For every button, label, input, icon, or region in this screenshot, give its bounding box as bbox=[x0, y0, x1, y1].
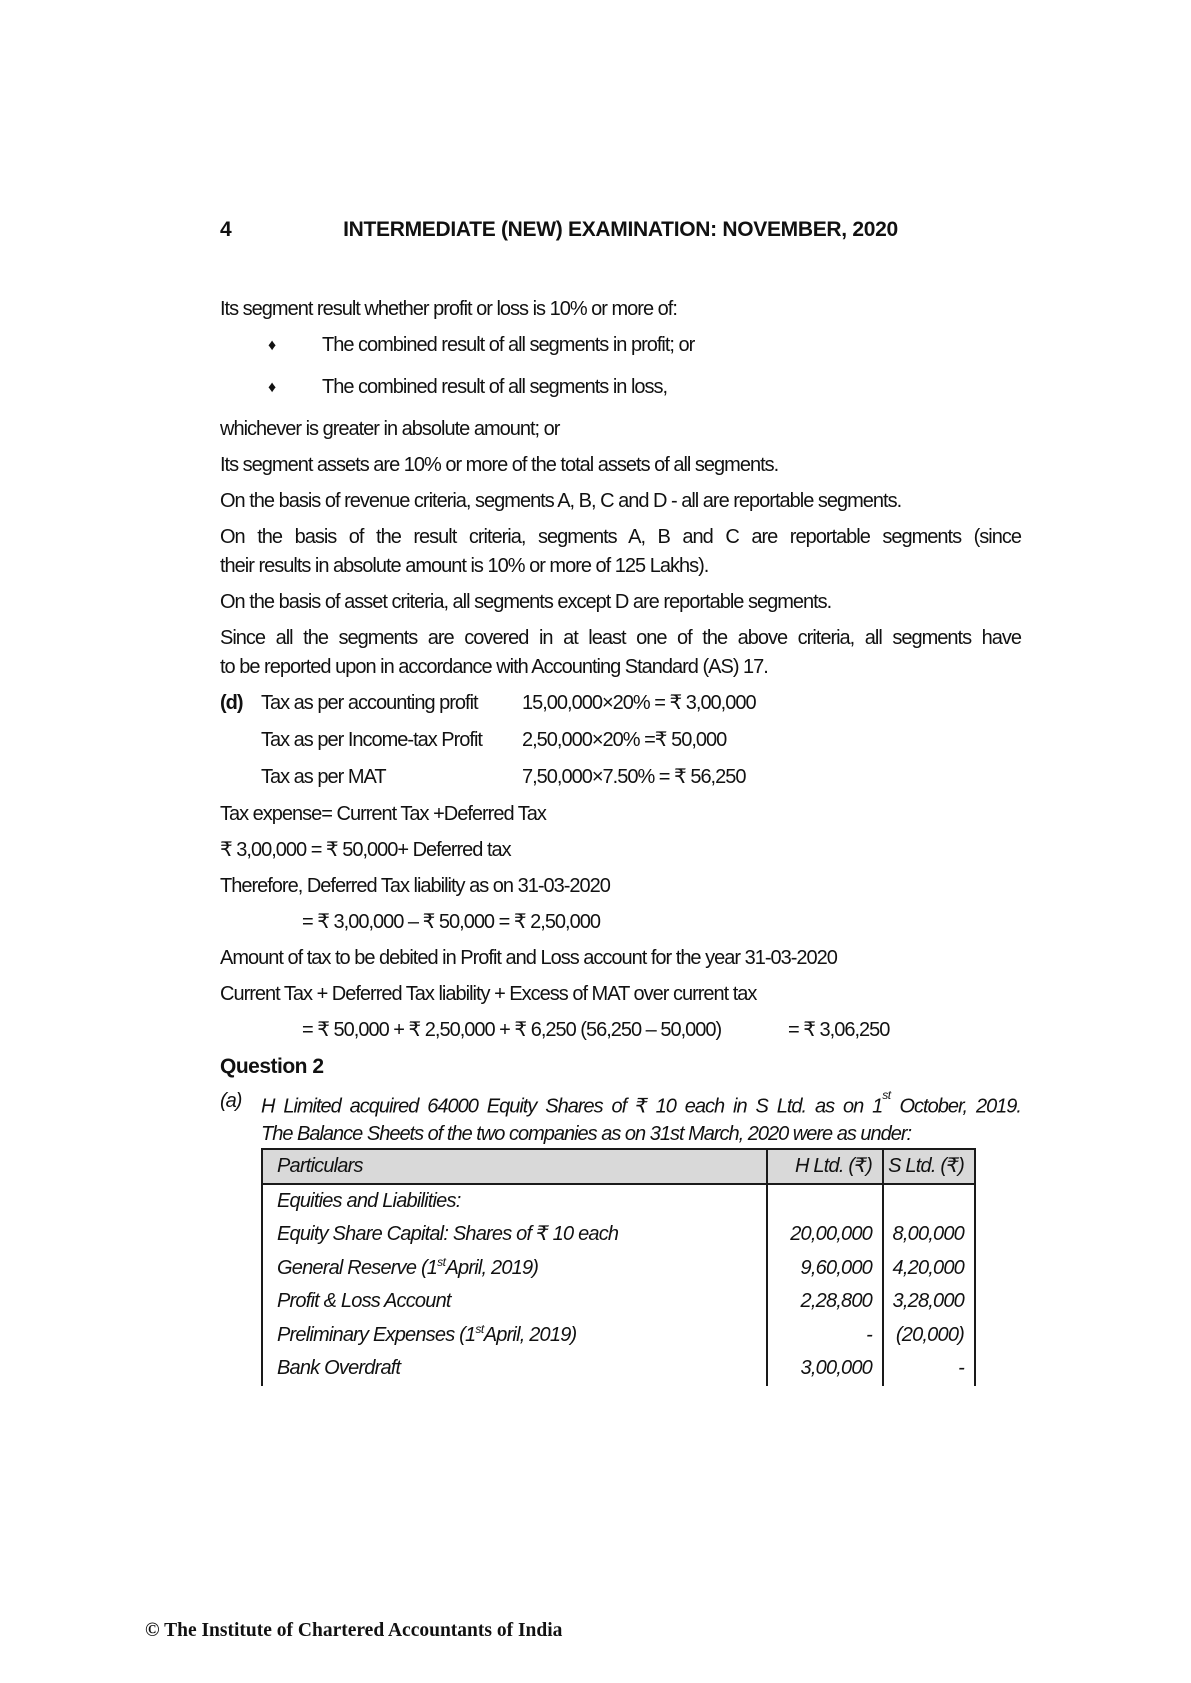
header-particulars: Particulars bbox=[263, 1150, 768, 1183]
revenue-criteria-paragraph: On the basis of revenue criteria, segments A, B, C and D - all are reportable segments. bbox=[220, 490, 902, 512]
therefore-line: Therefore, Deferred Tax liability as on 31-03-2020 bbox=[220, 875, 610, 897]
segment-assets-paragraph: Its segment assets are 10% or more of the total assets of all segments. bbox=[220, 454, 779, 476]
part-a-intro-line2: The Balance Sheets of the two companies as on 31st March, 2020 were as under: bbox=[261, 1122, 912, 1145]
footer-copyright: © The Institute of Chartered Accountants of India bbox=[145, 1620, 563, 1641]
header-s-ltd: S Ltd. (₹) bbox=[888, 1154, 964, 1177]
balance-sheet-table bbox=[261, 1148, 976, 1386]
page-number: 4 bbox=[220, 218, 232, 241]
question-2-title: Question 2 bbox=[220, 1055, 324, 1078]
conclusion-line1: Since all the segments are covered in at least one of the above criteria, all segments have bbox=[220, 627, 1021, 649]
table-row: Equity Share Capital: Shares of ₹ 10 each 20,00,000 8,00,000 bbox=[263, 1218, 974, 1252]
tax-row-label: Tax as per MAT bbox=[261, 766, 386, 788]
part-a-label: (a) bbox=[220, 1090, 242, 1112]
deferred-tax-equation: = ₹ 3,00,000 – ₹ 50,000 = ₹ 2,50,000 bbox=[302, 911, 600, 933]
table-row: General Reserve (1 $^{st}$ April, 2019) 9,60,000 4,20,000 bbox=[263, 1252, 974, 1286]
table-row: Profit & Loss Account 2,28,800 3,28,000 bbox=[263, 1285, 974, 1319]
conclusion-line2: to be reported upon in accordance with Accounting Standard (AS) 17. bbox=[220, 656, 768, 678]
tax-equation-line: ₹ 3,00,000 = ₹ 50,000+ Deferred tax bbox=[220, 839, 511, 861]
result-criteria-line2: their results in absolute amount is 10% or more of 125 Lakhs). bbox=[220, 555, 709, 577]
part-a-text bbox=[261, 1088, 1021, 1148]
diamond-bullet-icon: ♦ bbox=[268, 379, 276, 396]
bullet-text: The combined result of all segments in loss, bbox=[322, 376, 668, 398]
page-content bbox=[220, 295, 1021, 1386]
table-row: Bank Overdraft 3,00,000 - bbox=[263, 1352, 974, 1386]
asset-criteria-paragraph: On the basis of asset criteria, all segments except D are reportable segments. bbox=[220, 591, 832, 613]
header-h-ltd: H Ltd. (₹) bbox=[768, 1150, 884, 1183]
segment-intro-paragraph: Its segment result whether profit or loss is 10% or more of: bbox=[220, 298, 677, 320]
result-criteria-line1: On the basis of the result criteria, segments A, B and C are reportable segments (since bbox=[220, 526, 1021, 548]
table-row: Preliminary Expenses (1 $^{st}$ April, 2019) - (20,000) bbox=[263, 1319, 974, 1353]
tax-row-value: 7,50,000×7.50% = ₹ 56,250 bbox=[522, 766, 746, 788]
final-equation-right: = ₹ 3,06,250 bbox=[788, 1019, 890, 1041]
tax-row-value: 2,50,000×20% =₹ 50,000 bbox=[522, 729, 727, 751]
tax-expense-line: Tax expense= Current Tax +Deferred Tax bbox=[220, 803, 546, 825]
part-a-intro-line1: H Limited acquired 64000 Equity Shares of ₹ 10 each in S Ltd. as on 1st October, 2019. bbox=[261, 1088, 1021, 1118]
question-2a-block bbox=[220, 1088, 1021, 1148]
table-row: Equities and Liabilities: bbox=[263, 1185, 974, 1219]
bullet-item bbox=[268, 373, 1021, 402]
diamond-bullet-icon: ♦ bbox=[268, 337, 276, 354]
final-equation-line bbox=[302, 1016, 1021, 1045]
tax-row-income-tax-profit bbox=[220, 726, 1021, 755]
tax-row-value: 15,00,000×20% = ₹ 3,00,000 bbox=[522, 692, 756, 714]
amount-of-tax-line: Amount of tax to be debited in Profit and Loss account for the year 31-03-2020 bbox=[220, 947, 837, 969]
tax-row-label: Tax as per Income-tax Profit bbox=[261, 729, 482, 751]
table-header-row bbox=[263, 1150, 974, 1185]
bullet-item bbox=[268, 331, 1021, 360]
bullet-text: The combined result of all segments in profit; or bbox=[322, 334, 695, 356]
current-tax-line: Current Tax + Deferred Tax liability + Excess of MAT over current tax bbox=[220, 983, 757, 1005]
tax-row-accounting-profit bbox=[220, 689, 1021, 718]
final-equation-left: = ₹ 50,000 + ₹ 2,50,000 + ₹ 6,250 (56,250 – 50,000) bbox=[302, 1019, 722, 1041]
tax-row-label: Tax as per accounting profit bbox=[261, 692, 478, 714]
whichever-paragraph: whichever is greater in absolute amount; or bbox=[220, 418, 560, 440]
page-header-title: INTERMEDIATE (NEW) EXAMINATION: NOVEMBER, 2020 bbox=[343, 218, 898, 241]
part-d-label: (d) bbox=[220, 692, 243, 714]
page-header bbox=[220, 218, 1021, 244]
tax-row-mat bbox=[220, 763, 1021, 792]
